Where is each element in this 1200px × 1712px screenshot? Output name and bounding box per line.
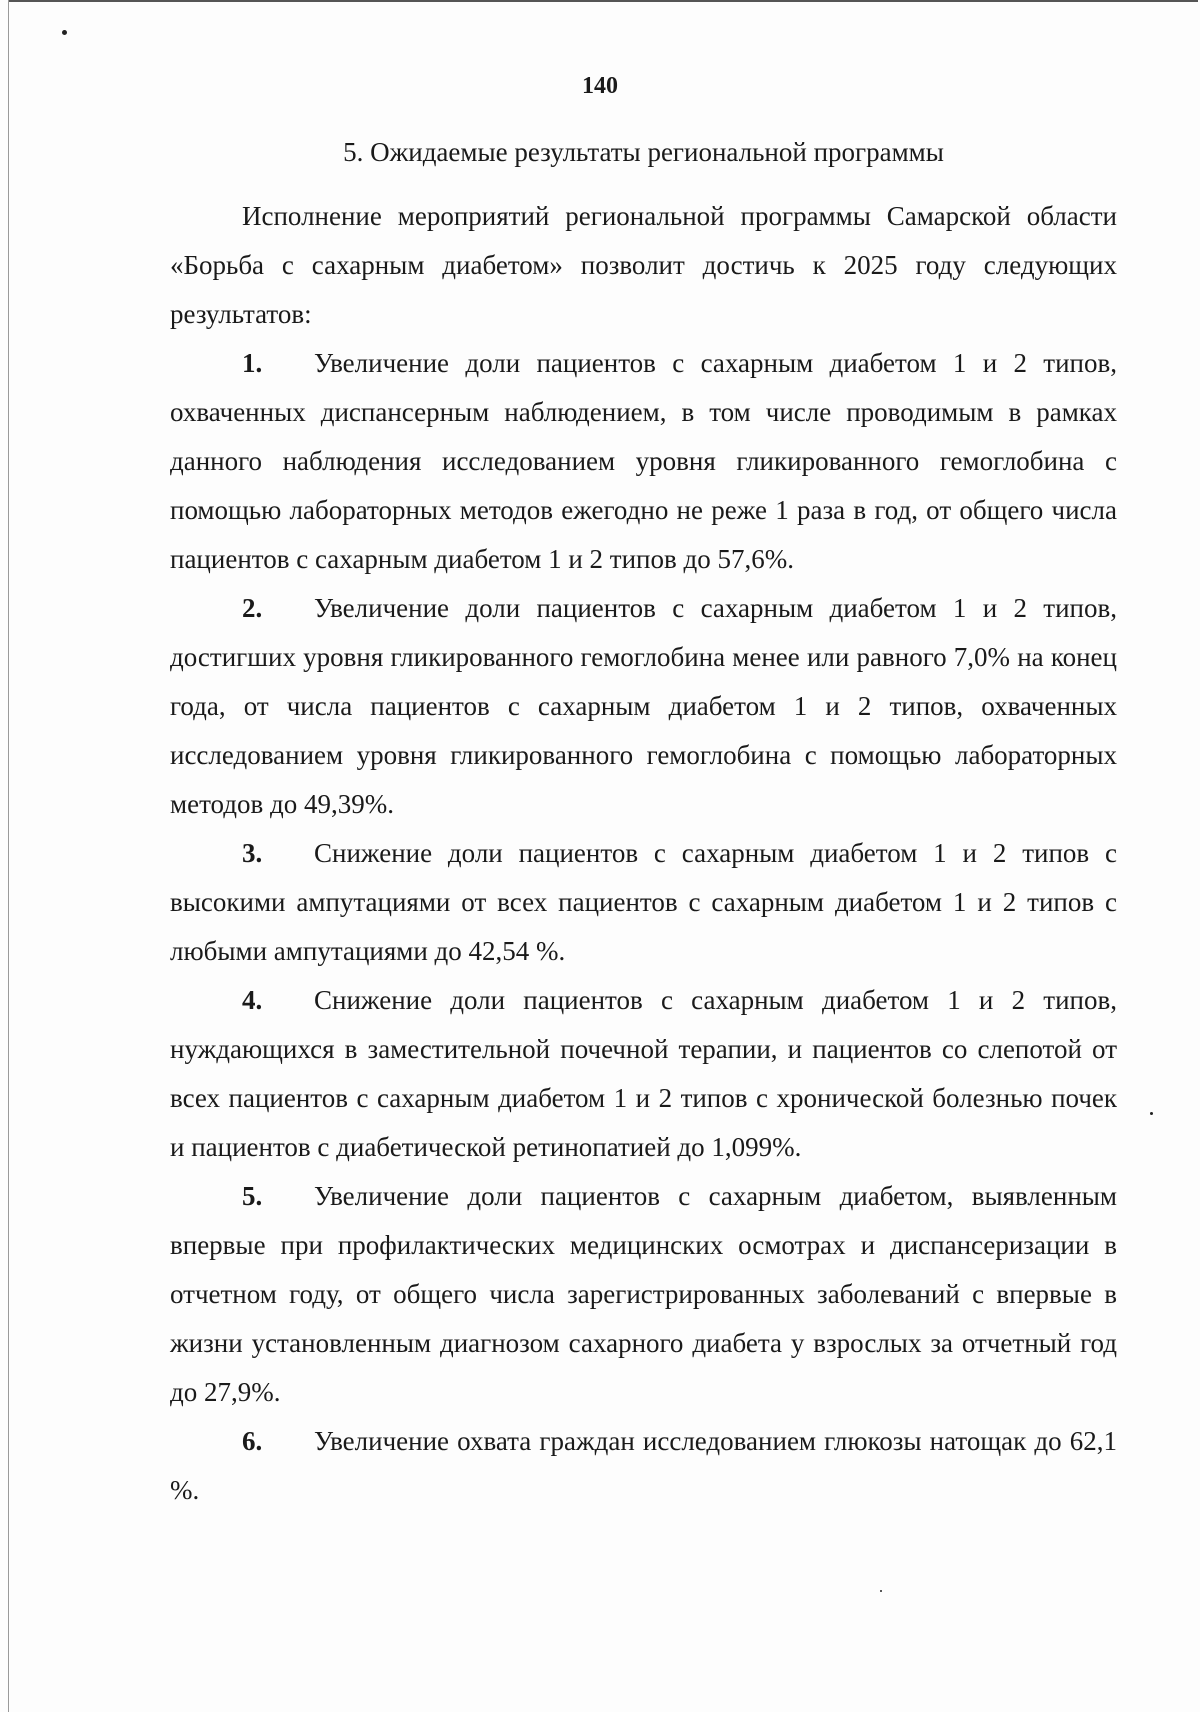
result-item-6	[170, 1417, 1117, 1515]
section-title: 5. Ожидаемые результаты региональной программы	[343, 137, 944, 167]
scan-edge-left	[8, 0, 9, 1712]
result-text: Снижение доли пациентов с сахарным диабетом 1 и 2 типов, нуждающихся в заместительной почечной терапии, и пациентов со слепотой от всех пациентов с сахарным диабетом 1 и 2 типов с хронической болезнью почек и пациентов с диабетической ретинопатией до 1,099%.	[170, 985, 1117, 1162]
scan-speck	[62, 30, 67, 35]
scan-edge-top	[8, 0, 1198, 2]
result-item-5	[170, 1172, 1117, 1417]
result-number: 5.	[242, 1181, 263, 1211]
result-number: 3.	[242, 838, 263, 868]
result-number: 6.	[242, 1426, 263, 1456]
scan-speck	[1150, 1112, 1153, 1115]
result-text: Увеличение доли пациентов с сахарным диабетом 1 и 2 типов, охваченных диспансерным наблюдением, в том числе проводимым в рамках данного наблюдения исследованием уровня гликированного гемоглобина с помощью лабораторных методов ежегодно не реже 1 раза в год, от общего числа пациентов с сахарным диабетом 1 и 2 типов до 57,6%.	[170, 348, 1117, 574]
result-text: Увеличение доли пациентов с сахарным диабетом 1 и 2 типов, достигших уровня гликированного гемоглобина менее или равного 7,0% на конец года, от числа пациентов с сахарным диабетом 1 и 2 типов, охваченных исследованием уровня гликированного гемоглобина с помощью лабораторных методов до 49,39%.	[170, 593, 1117, 819]
page-number: 140	[582, 73, 618, 99]
result-item-2	[170, 584, 1117, 829]
result-text: Снижение доли пациентов с сахарным диабетом 1 и 2 типов с высокими ампутациями от всех пациентов с сахарным диабетом 1 и 2 типов с любыми ампутациями до 42,54 %.	[170, 838, 1117, 966]
result-number: 2.	[242, 593, 263, 623]
result-text: Увеличение охвата граждан исследованием глюкозы натощак до 62,1 %.	[170, 1426, 1117, 1505]
scan-speck	[880, 1590, 882, 1592]
result-item-1	[170, 339, 1117, 584]
result-text: Увеличение доли пациентов с сахарным диабетом, выявленным впервые при профилактических медицинских осмотрах и диспансеризации в отчетном году, от общего числа зарегистрированных заболеваний с впервые в жизни установленным диагнозом сахарного диабета у взрослых за отчетный год до 27,9%.	[170, 1181, 1117, 1407]
document-body	[170, 192, 1117, 1515]
result-number: 4.	[242, 985, 263, 1015]
result-item-3	[170, 829, 1117, 976]
result-number: 1.	[242, 348, 263, 378]
result-item-4	[170, 976, 1117, 1172]
intro-paragraph: Исполнение мероприятий региональной программы Самарской области «Борьба с сахарным диабетом» позволит достичь к 2025 году следующих результатов:	[170, 201, 1117, 329]
